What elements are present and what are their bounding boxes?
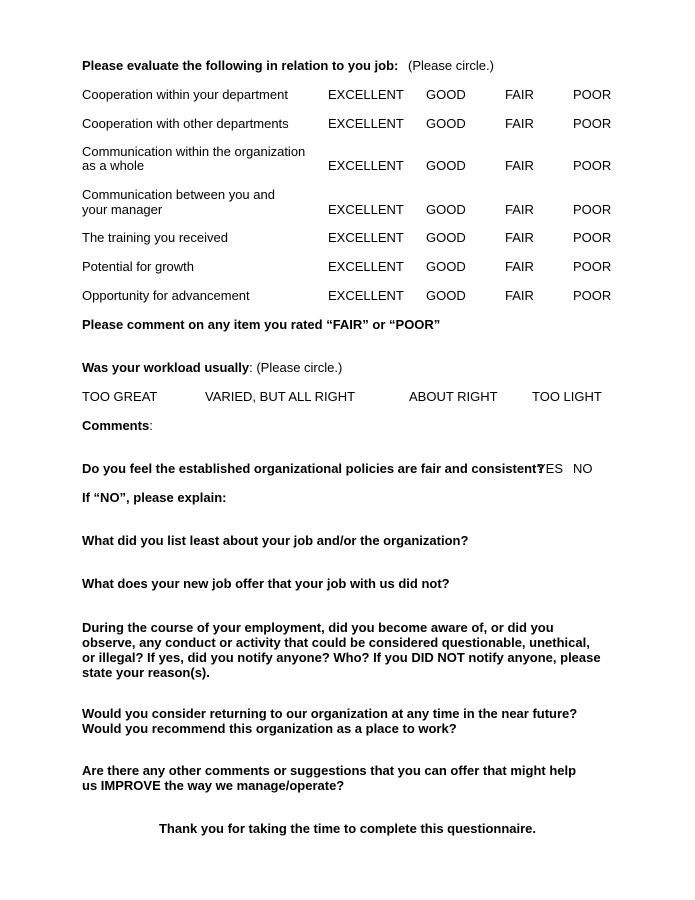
evaluation-item-label-continued: your manager [82, 202, 163, 217]
workload-comments-label: Comments [82, 418, 150, 433]
rating-excellent[interactable]: EXCELLENT [328, 116, 404, 131]
question-return: Would you consider returning to our organization at any time in the near future? Would you recommend this organization as a place to work? [82, 706, 578, 736]
rating-excellent[interactable]: EXCELLENT [328, 87, 404, 102]
question-least-liked: What did you list least about your job and/or the organization? [82, 533, 469, 548]
rating-fair[interactable]: FAIR [505, 116, 534, 131]
rating-fair[interactable]: FAIR [505, 230, 534, 245]
rating-poor[interactable]: POOR [573, 87, 612, 102]
rating-good[interactable]: GOOD [426, 87, 466, 102]
evaluation-heading-row [82, 58, 494, 73]
rating-excellent[interactable]: EXCELLENT [328, 202, 404, 217]
rating-poor[interactable]: POOR [573, 259, 612, 274]
evaluation-item-label: The training you received [82, 230, 228, 245]
rating-excellent[interactable]: EXCELLENT [328, 288, 404, 303]
workload-question-row [82, 360, 342, 375]
rating-excellent[interactable]: EXCELLENT [328, 158, 404, 173]
evaluation-item-label: Communication within the organization [82, 144, 306, 159]
question-conduct: During the course of your employment, did you become aware of, or did you observe, any conduct or activity that could be considered questionable, unethical, or illegal? If yes, did you notify anyone? Who? If you DID NOT notify anyone, please state your reason(s). [82, 620, 601, 680]
closing-thank-you: Thank you for taking the time to complete this questionnaire. [158, 821, 537, 836]
workload-option-varied[interactable]: VARIED, BUT ALL RIGHT [205, 389, 356, 404]
evaluation-item-label: Cooperation within your department [82, 87, 288, 102]
question-new-job: What does your new job offer that your job with us did not? [82, 576, 450, 591]
workload-comments-colon: : [149, 418, 153, 433]
workload-option-too-light[interactable]: TOO LIGHT [532, 389, 602, 404]
rating-fair[interactable]: FAIR [505, 158, 534, 173]
workload-comments-row [82, 418, 153, 433]
workload-question: Was your workload usually [82, 360, 250, 375]
policies-no-option[interactable]: NO [573, 461, 593, 476]
workload-option-about-right[interactable]: ABOUT RIGHT [409, 389, 498, 404]
rating-excellent[interactable]: EXCELLENT [328, 230, 404, 245]
evaluation-item-label: Potential for growth [82, 259, 195, 274]
rating-good[interactable]: GOOD [426, 230, 466, 245]
evaluation-heading: Please evaluate the following in relation to you job: [82, 58, 399, 73]
rating-fair[interactable]: FAIR [505, 288, 534, 303]
rating-fair[interactable]: FAIR [505, 87, 534, 102]
policies-explain-prompt: If “NO”, please explain: [82, 490, 227, 505]
rating-poor[interactable]: POOR [573, 230, 612, 245]
evaluation-item-label: Communication between you and [82, 187, 275, 202]
rating-fair[interactable]: FAIR [505, 202, 534, 217]
question-other-comments: Are there any other comments or suggestions that you can offer that might help us IMPROVE the way we manage/operate? [82, 763, 577, 793]
policies-yes-option[interactable]: YES [537, 461, 564, 476]
rating-good[interactable]: GOOD [426, 259, 466, 274]
rating-good[interactable]: GOOD [426, 202, 466, 217]
evaluation-instruction: (Please circle.) [408, 58, 494, 73]
fair-poor-comment-prompt: Please comment on any item you rated “FAIR” or “POOR” [82, 317, 441, 332]
evaluation-item-label-continued: as a whole [82, 158, 145, 173]
policies-question: Do you feel the established organizational policies are fair and consistent? [82, 461, 545, 476]
rating-excellent[interactable]: EXCELLENT [328, 259, 404, 274]
rating-fair[interactable]: FAIR [505, 259, 534, 274]
workload-option-too-great[interactable]: TOO GREAT [82, 389, 158, 404]
evaluation-item-label: Cooperation with other departments [82, 116, 289, 131]
evaluation-item-label: Opportunity for advancement [82, 288, 250, 303]
workload-instruction: : (Please circle.) [249, 360, 343, 375]
rating-poor[interactable]: POOR [573, 288, 612, 303]
rating-poor[interactable]: POOR [573, 116, 612, 131]
rating-good[interactable]: GOOD [426, 288, 466, 303]
rating-good[interactable]: GOOD [426, 116, 466, 131]
rating-poor[interactable]: POOR [573, 202, 612, 217]
rating-good[interactable]: GOOD [426, 158, 466, 173]
rating-poor[interactable]: POOR [573, 158, 612, 173]
